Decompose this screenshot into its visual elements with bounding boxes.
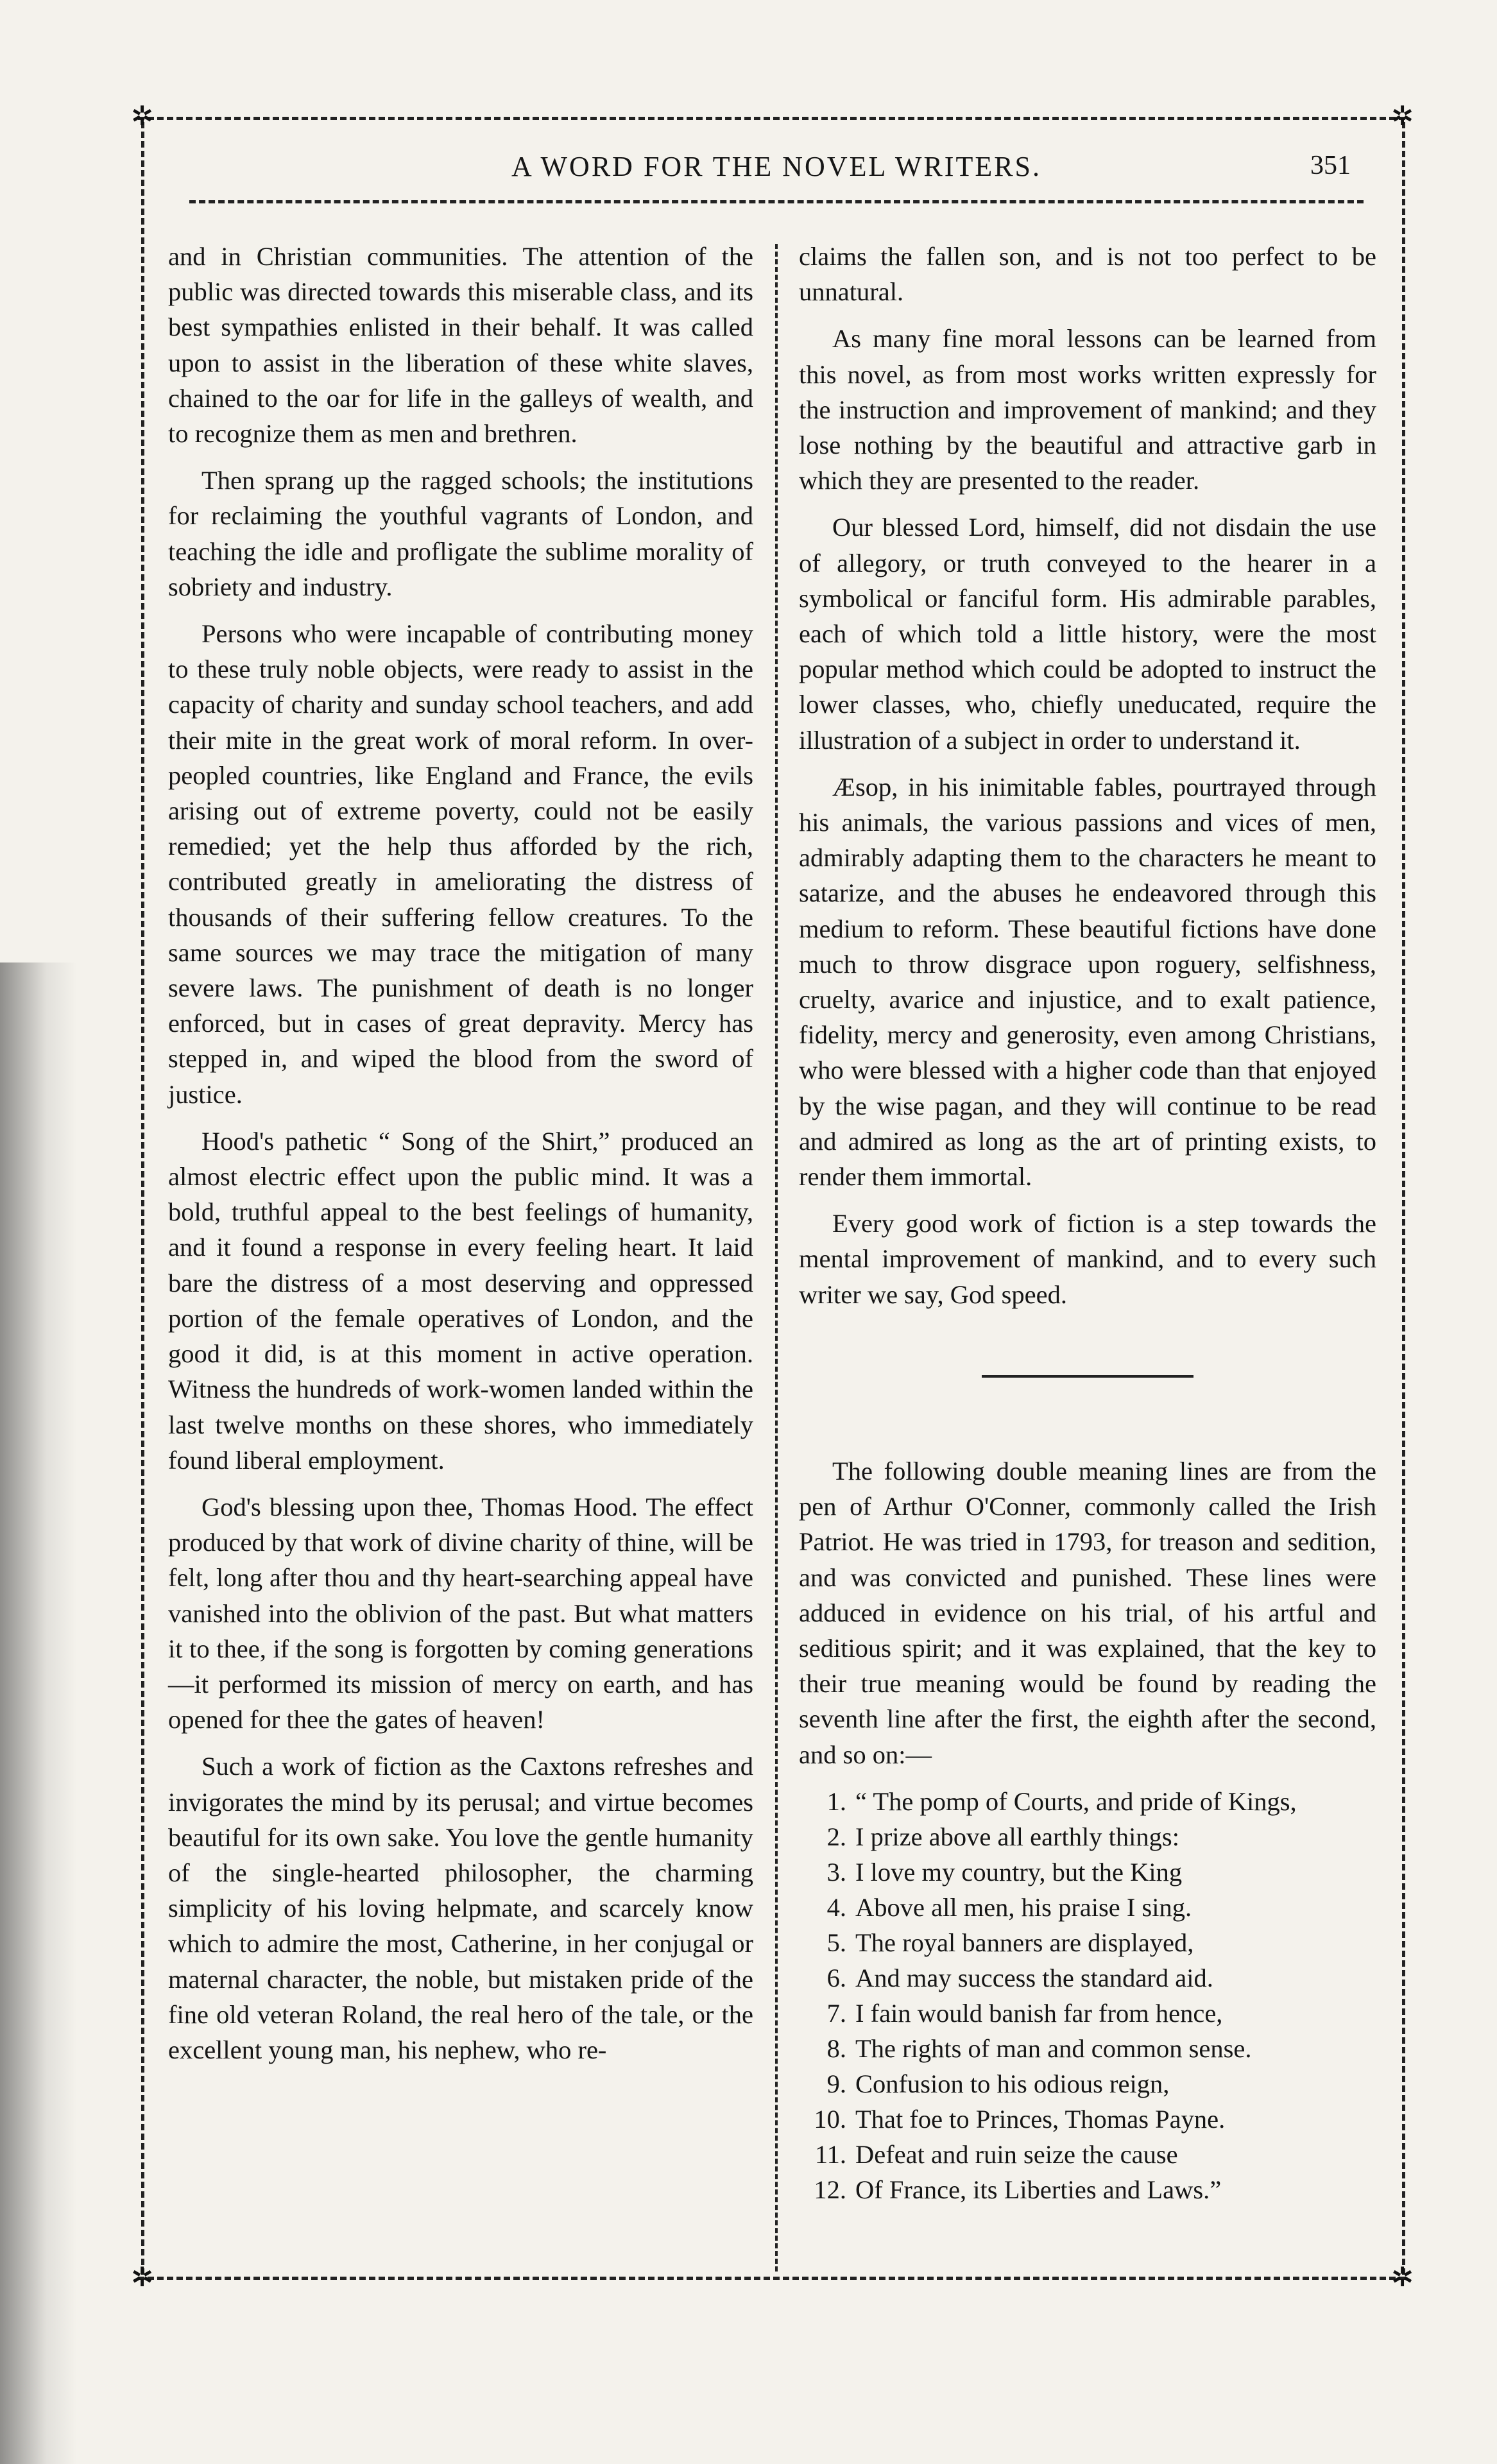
line-number: 5. <box>826 1928 846 1957</box>
bottom-border <box>138 2277 1405 2280</box>
line-text: Above all men, his praise I sing. <box>855 1892 1192 1922</box>
column-divider <box>775 244 778 2272</box>
poem-line <box>799 2066 1376 2101</box>
line-text: The rights of man and common sense. <box>855 2033 1252 2063</box>
paragraph: As many fine moral lessons can be learned from this novel, as from most works written expressly for the instruction and improvement of mankind; and they lose nothing by the beautiful and attractive garb in which they are presented to the reader. <box>799 324 1376 495</box>
poem-line <box>799 1996 1376 2031</box>
line-text: I love my country, but the King <box>855 1857 1183 1887</box>
line-text: I fain would banish far from hence, <box>855 1998 1223 2028</box>
corner-ornament-icon: ✲ <box>1391 2261 1414 2293</box>
line-number: 11. <box>814 2139 846 2169</box>
poem-line <box>799 2172 1376 2207</box>
line-number: 4. <box>826 1892 846 1922</box>
running-head: A WORD FOR THE NOVEL WRITERS. <box>511 151 1042 182</box>
corner-ornament-icon: ✲ <box>1391 100 1414 132</box>
poem-line <box>799 2031 1376 2066</box>
corner-ornament-icon: ✲ <box>131 100 154 132</box>
poem-line <box>799 1925 1376 1960</box>
line-text: I prize above all earthly things: <box>855 1822 1179 1851</box>
poem-line <box>799 2137 1376 2172</box>
page-edge-shadow <box>0 963 77 2464</box>
poem-line <box>799 1784 1376 1819</box>
line-text: Defeat and ruin seize the cause <box>855 2139 1178 2169</box>
line-text: Of France, its Liberties and Laws.” <box>855 2175 1222 2204</box>
left-border <box>141 122 144 2275</box>
line-text: “ The pomp of Courts, and pride of Kings, <box>855 1786 1297 1816</box>
line-number: 1. <box>826 1786 846 1816</box>
line-text: The royal banners are displayed, <box>855 1928 1194 1957</box>
line-text: Confusion to his odious reign, <box>855 2069 1170 2098</box>
line-number: 8. <box>826 2033 846 2063</box>
paragraph: claims the fallen son, and is not too perfect to be unnatural. <box>799 242 1376 307</box>
page-number: 351 <box>1310 151 1351 180</box>
line-number: 6. <box>826 1963 846 1992</box>
poem-line <box>799 1854 1376 1890</box>
right-column <box>799 239 1376 2207</box>
header-rule <box>189 200 1364 203</box>
poem-line <box>799 2101 1376 2137</box>
line-number: 10. <box>814 2104 846 2134</box>
paragraph: Then sprang up the ragged schools; the institutions for reclaiming the youthful vagrants of London, and teaching the idle and profligate the sublime morality of sobriety and industry. <box>168 466 753 601</box>
poem-intro: The following double meaning lines are from the pen of Arthur O'Conner, commonly called the Irish Patriot. He was tried in 1793, for treason and sedition, and was convicted and punished. These lines were adduced in evidence on his trial, of his artful and seditious spirit; and it was explained, that the key to their true meaning would be found by reading the seventh line after the first, the eighth after the second, and so on:— <box>799 1456 1376 1769</box>
left-column <box>168 239 753 2079</box>
corner-ornament-icon: ✲ <box>131 2261 154 2293</box>
paragraph: God's blessing upon thee, Thomas Hood. The effect produced by that work of divine charity of thine, will be felt, long after thou and thy heart-searching appeal have vanished into the oblivion of the past. But what matters it to thee, if the song is forgotten by coming generations—it performed its mission of mercy on earth, and has opened for thee the gates of heaven! <box>168 1492 753 1734</box>
paragraph: Hood's pathetic “ Song of the Shirt,” produced an almost electric effect upon the public mind. It was a bold, truthful appeal to the best feelings of humanity, and it found a response in every feeling heart. It laid bare the distress of a most deserving and oppressed portion of the female operatives of London, and the good it did, is at this moment in active operation. Witness the hundreds of work-women landed within the last twelve months on these shores, who immediately found liberal employment. <box>168 1126 753 1475</box>
line-text: And may success the standard aid. <box>855 1963 1213 1992</box>
poem-line <box>799 1960 1376 1996</box>
line-number: 3. <box>826 1857 846 1887</box>
paragraph: Such a work of fiction as the Caxtons refreshes and invigorates the mind by its perusal; and virtue becomes beautiful for its own sake. You love the gentle humanity of the single-hearted philosopher, the charming simplicity of his loving helpmate, and scarcely know which to admire the most, Catherine, in her conjugal or maternal character, the noble, but mistaken pride of the fine old veteran Roland, the real hero of the tale, or the excellent young man, his nephew, who re- <box>168 1752 753 2064</box>
poem <box>799 1784 1376 2207</box>
line-number: 12. <box>814 2175 846 2204</box>
line-number: 7. <box>826 1998 846 2028</box>
poem-line <box>799 1819 1376 1854</box>
line-text: That foe to Princes, Thomas Payne. <box>855 2104 1226 2134</box>
paragraph: Our blessed Lord, himself, did not disdain the use of allegory, or truth conveyed to the hearer in a symbolical or fanciful form. His admirable parables, each of which told a little history, were the most popular method which could be adopted to instruct the lower classes, who, chiefly uneducated, require the illustration of a subject in order to understand it. <box>799 513 1376 755</box>
top-border <box>138 117 1405 120</box>
paragraph: Persons who were incapable of contributing money to these truly noble objects, were ready to assist in the capacity of charity and sunday school teachers, and add their mite in the great work of moral reform. In over-peopled countries, like England and France, the evils arising out of extreme poverty, could not be easily remedied; yet the help thus afforded by the rich, contributed greatly in ameliorating the distress of thousands of their suffering fellow creatures. To the same sources we may trace the mitigation of many severe laws. The punishment of death is no longer enforced, but in cases of great depravity. Mercy has stepped in, and wiped the blood from the sword of justice. <box>168 619 753 1109</box>
poem-line <box>799 1890 1376 1925</box>
paragraph: and in Christian communities. The attention of the public was directed towards this miserable class, and its best sympathies enlisted in their behalf. It was called upon to assist in the liberation of these white slaves, chained to the oar for life in the galleys of wealth, and to recognize them as men and brethren. <box>168 242 753 449</box>
line-number: 2. <box>826 1822 846 1851</box>
section-separator <box>982 1375 1193 1378</box>
right-border <box>1402 122 1405 2275</box>
line-number: 9. <box>826 2069 846 2098</box>
paragraph: Every good work of fiction is a step towards the mental improvement of mankind, and to every such writer we say, God speed. <box>799 1209 1376 1309</box>
paragraph: Æsop, in his inimitable fables, pourtrayed through his animals, the various passions and vices of men, admirably adapting them to the characters he meant to satarize, and the abuses he endeavored through this medium to reform. These beautiful fictions have done much to throw disgrace upon roguery, selfishness, cruelty, avarice and injustice, and to exalt patience, fidelity, mercy and generosity, even among Christians, who were blessed with a higher code than that enjoyed by the wise pagan, and they will continue to be read and admired as long as the art of printing exists, to render them immortal. <box>799 772 1376 1192</box>
